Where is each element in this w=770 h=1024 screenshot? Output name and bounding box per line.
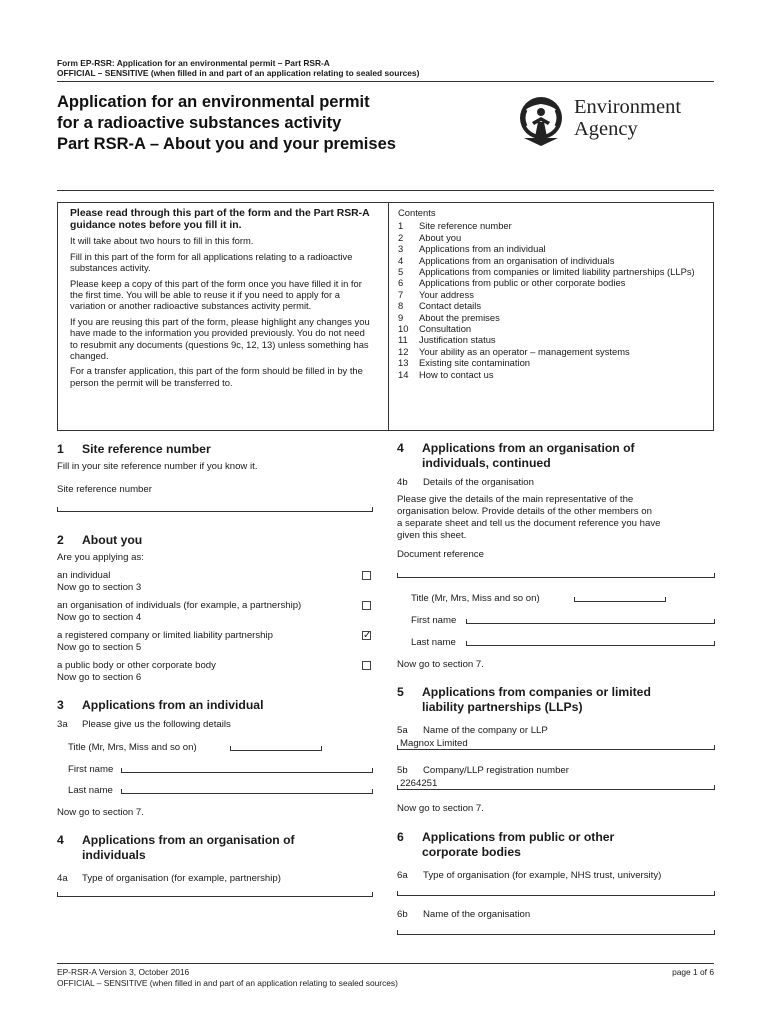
subsection-text: Type of organisation (for example, NHS trust, university) bbox=[423, 870, 662, 881]
goto-text: Now go to section 7. bbox=[57, 807, 144, 818]
individual-last-name-input[interactable] bbox=[121, 789, 373, 794]
company-name-value: Magnox Limited bbox=[400, 738, 468, 749]
contents-item-text: About the premises bbox=[419, 311, 500, 323]
contents-item bbox=[398, 346, 698, 357]
contents-item-text: Existing site contamination bbox=[419, 357, 530, 369]
contents-item-number: 7 bbox=[398, 288, 404, 300]
contents-item bbox=[398, 232, 698, 243]
contents-item bbox=[398, 289, 698, 300]
contents-list bbox=[398, 220, 698, 380]
contents-item-number: 1 bbox=[398, 220, 404, 232]
subsection-text: Details of the organisation bbox=[423, 477, 534, 488]
intro-paragraph: It will take about two hours to fill in this form. bbox=[70, 235, 254, 247]
company-name-input[interactable] bbox=[397, 745, 715, 750]
contents-item-number: 5 bbox=[398, 266, 404, 278]
last-name-label: Last name bbox=[411, 637, 456, 648]
contents-item-number: 13 bbox=[398, 357, 409, 369]
public-body-type-input[interactable] bbox=[397, 891, 715, 896]
site-ref-label: Site reference number bbox=[57, 484, 152, 495]
subsection-number: 3a bbox=[57, 719, 68, 730]
description-line: given this sheet. bbox=[397, 530, 467, 541]
goto-text: Now go to section 7. bbox=[397, 659, 484, 670]
public-body-checkbox[interactable] bbox=[362, 661, 371, 670]
contents-item bbox=[398, 300, 698, 311]
site-ref-instruction: Fill in your site reference number if you know it. bbox=[57, 461, 258, 472]
intro-box-divider bbox=[388, 202, 389, 431]
title-line-1: Application for an environmental permit bbox=[57, 93, 370, 111]
option-label: a public body or other corporate body bbox=[57, 660, 216, 671]
footer-official: OFFICIAL – SENSITIVE (when filled in and part of an application relating to sealed sources) bbox=[57, 978, 398, 988]
contents-item bbox=[398, 357, 698, 368]
contents-item-text: How to contact us bbox=[419, 368, 494, 380]
section-2-heading: 2 About you bbox=[57, 533, 143, 547]
environment-agency-logo bbox=[512, 92, 722, 152]
individual-title-input[interactable] bbox=[230, 746, 322, 751]
footer-rule bbox=[57, 963, 714, 964]
organisation-type-input[interactable] bbox=[57, 892, 373, 897]
document-reference-input[interactable] bbox=[397, 573, 715, 578]
form-header-line: Form EP-RSR: Application for an environmental permit – Part RSR-A bbox=[57, 58, 330, 68]
intro-panel bbox=[70, 208, 375, 392]
representative-first-name-input[interactable] bbox=[466, 619, 715, 624]
subsection-text: Company/LLP registration number bbox=[423, 765, 569, 776]
contents-item bbox=[398, 220, 698, 231]
contents-item bbox=[398, 277, 698, 288]
contents-item-number: 3 bbox=[398, 243, 404, 255]
intro-paragraph: For a transfer application, this part of the form should be filled in by the person the permit will be transferred to. bbox=[70, 365, 363, 388]
contents-item-number: 14 bbox=[398, 368, 409, 380]
section-6-heading: 6 Applications from public or other corporate bodies bbox=[397, 830, 615, 859]
option-goto: Now go to section 3 bbox=[57, 582, 142, 593]
goto-text: Now go to section 7. bbox=[397, 803, 484, 814]
footer-version: EP-RSR-A Version 3, October 2016 bbox=[57, 967, 190, 977]
section-5-heading: 5 Applications from companies or limited liability partnerships (LLPs) bbox=[397, 685, 651, 714]
contents-item-text: Site reference number bbox=[419, 220, 512, 232]
contents-item-text: About you bbox=[419, 231, 462, 243]
contents-item-text: Consultation bbox=[419, 323, 472, 335]
section-4-heading: 4 Applications from an organisation of individuals bbox=[57, 833, 295, 862]
document-reference-label: Document reference bbox=[397, 549, 484, 560]
option-goto: Now go to section 4 bbox=[57, 612, 142, 623]
subsection-text: Name of the organisation bbox=[423, 909, 531, 920]
title-label: Title (Mr, Mrs, Miss and so on) bbox=[68, 742, 197, 753]
contents-item bbox=[398, 334, 698, 345]
individual-first-name-input[interactable] bbox=[121, 768, 373, 773]
subsection-text: Type of organisation (for example, partnership) bbox=[82, 873, 281, 884]
subsection-number: 4a bbox=[57, 873, 68, 884]
section-1-heading: 1 Site reference number bbox=[57, 442, 211, 456]
contents-item-number: 10 bbox=[398, 323, 409, 335]
last-name-label: Last name bbox=[68, 785, 113, 796]
contents-item-number: 9 bbox=[398, 311, 404, 323]
applying-as-question: Are you applying as: bbox=[57, 552, 144, 563]
subsection-number: 6b bbox=[397, 909, 408, 920]
subsection-number: 6a bbox=[397, 870, 408, 881]
contents-item-text: Contact details bbox=[419, 300, 482, 312]
option-goto: Now go to section 5 bbox=[57, 642, 142, 653]
intro-heading: Please read through this part of the form and the Part RSR-A guidance notes before you fill it in. bbox=[70, 208, 370, 232]
description-line: organisation below. Provide details of the other members on bbox=[397, 506, 652, 517]
subsection-text: Please give us the following details bbox=[82, 719, 231, 730]
contents-item-text: Applications from an organisation of individuals bbox=[419, 254, 615, 266]
contents-item-number: 2 bbox=[398, 231, 404, 243]
site-reference-input[interactable] bbox=[57, 507, 373, 512]
contents-item-number: 11 bbox=[398, 334, 408, 346]
contents-item-text: Applications from companies or limited liability partnerships (LLPs) bbox=[419, 266, 695, 278]
agency-emblem-icon bbox=[512, 92, 570, 148]
registration-number-input[interactable] bbox=[397, 785, 715, 790]
option-label: an organisation of individuals (for example, a partnership) bbox=[57, 600, 302, 611]
contents-item bbox=[398, 323, 698, 334]
logo-wordmark: Environment Agency bbox=[574, 96, 682, 140]
description-line: Please give the details of the main representative of the bbox=[397, 494, 634, 505]
contents-item-number: 12 bbox=[398, 345, 409, 357]
contents-item bbox=[398, 369, 698, 380]
intro-paragraph: If you are reusing this part of the form, please highlight any changes you have made to the information you provided previously. You do not need to resubmit any documents (questions 9c, 12, 13) unless something has changed. bbox=[70, 315, 370, 362]
first-name-label: First name bbox=[68, 764, 114, 775]
intro-paragraph: Fill in this part of the form for all applications relating to a radioactive substances activity. bbox=[70, 250, 353, 274]
company-checkbox[interactable]: ✓ bbox=[363, 630, 372, 641]
description-line: a separate sheet and tell us the document reference you have bbox=[397, 518, 661, 529]
contents-item-number: 6 bbox=[398, 277, 404, 289]
contents-item-text: Justification status bbox=[419, 334, 496, 346]
contents-item bbox=[398, 312, 698, 323]
contents-panel bbox=[398, 207, 698, 380]
section-3-heading: 3 Applications from an individual bbox=[57, 698, 264, 712]
contents-item-number: 8 bbox=[398, 300, 404, 312]
option-label: a registered company or limited liability partnership bbox=[57, 630, 273, 641]
organisation-checkbox[interactable] bbox=[362, 601, 371, 610]
subsection-number: 4b bbox=[397, 477, 408, 488]
official-header-line: OFFICIAL – SENSITIVE (when filled in and part of an application relating to sealed sources) bbox=[57, 68, 420, 78]
contents-item-text: Applications from public or other corporate bodies bbox=[419, 277, 626, 289]
contents-item bbox=[398, 243, 698, 254]
subsection-text: Name of the company or LLP bbox=[423, 725, 548, 736]
title-line-3: Part RSR-A – About you and your premises bbox=[57, 135, 396, 153]
subsection-number: 5b bbox=[397, 765, 408, 776]
section-4-continued-heading: 4 Applications from an organisation of individuals, continued bbox=[397, 441, 635, 470]
contents-item-text: Your address bbox=[419, 288, 474, 300]
header-rule bbox=[57, 81, 714, 82]
contents-item bbox=[398, 266, 698, 277]
first-name-label: First name bbox=[411, 615, 457, 626]
page-title bbox=[57, 92, 396, 155]
contents-heading: Contents bbox=[398, 207, 436, 218]
option-label: an individual bbox=[57, 570, 111, 581]
public-body-name-input[interactable] bbox=[397, 930, 715, 935]
contents-item-number: 4 bbox=[398, 254, 404, 266]
representative-title-input[interactable] bbox=[574, 597, 666, 602]
intro-paragraph: Please keep a copy of this part of the form once you have filled it in for the first time. You will be able to reuse it if you need to apply for a variation or another radioactive substances activity permit. bbox=[70, 277, 362, 312]
title-line-2: for a radioactive substances activity bbox=[57, 114, 342, 132]
registration-number-value: 2264251 bbox=[400, 778, 438, 789]
title-label: Title (Mr, Mrs, Miss and so on) bbox=[411, 593, 540, 604]
contents-item-text: Applications from an individual bbox=[419, 243, 546, 255]
representative-last-name-input[interactable] bbox=[466, 641, 715, 646]
subsection-number: 5a bbox=[397, 725, 408, 736]
contents-item bbox=[398, 255, 698, 266]
contents-item-text: Your ability as an operator – management systems bbox=[419, 345, 630, 357]
title-rule bbox=[57, 190, 714, 191]
page-number: page 1 of 6 bbox=[672, 967, 714, 977]
individual-checkbox[interactable] bbox=[362, 571, 371, 580]
option-goto: Now go to section 6 bbox=[57, 672, 142, 683]
